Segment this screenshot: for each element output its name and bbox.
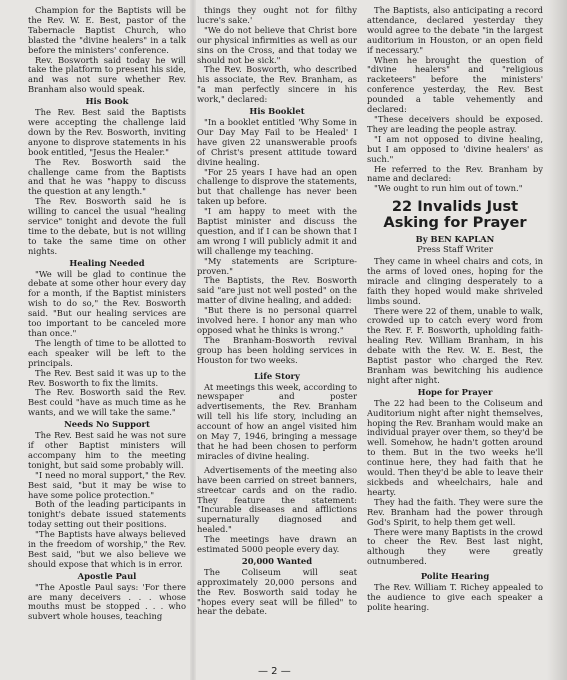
column-right [367, 6, 543, 613]
paragraph: "My statements are Scripture-proven." [197, 255, 357, 276]
paragraph: The Rev. Best said it was up to the Rev. Bosworth to fix the limits. [28, 367, 186, 388]
byline-staff: Press Staff Writer [417, 244, 493, 255]
paragraph: "We will be glad to continue the debate at some other hour every day for a month, if the Baptist ministers wish to do so," the Rev. Bosworth said. "But our healing services are too important to be canceled more than once." [28, 268, 186, 338]
page-edge-shadow [547, 0, 567, 680]
byline: By BEN KAPLAN [415, 234, 495, 245]
paragraph: At meetings this week, according to newspaper and poster advertisements, the Rev. Branham will tell his life story, including an account of how an angel visited him on May 7, 1946, bringing a message that he had been chosen to perform miracles of divine healing. [197, 381, 357, 461]
paragraph: The Baptists, also anticipating a record attendance, declared yesterday they would agree to the debate "in the largest auditorium in Houston, or an open field if necessary." [367, 5, 543, 55]
paragraph: He referred to the Rev. Branham by name and declared: [367, 163, 543, 184]
subheading: Healing Needed [69, 257, 145, 268]
paragraph: The Rev. Bosworth said the Rev. Best could "have as much time as he wants, and we will take the same." [28, 387, 186, 418]
subheading: His Book [85, 96, 129, 107]
paragraph: things they ought not for filthy lucre's sake.' [197, 5, 357, 25]
paragraph: The Rev. Best said the Baptists were accepting the challenge laid down by the Rev. Bosworth, inviting anyone to disprove statements in his book entitled, "Jesus the Healer." [28, 107, 186, 157]
paragraph: "In a booklet entitled 'Why Some in Our Day May Fail to be Healed' I have given 22 unanswerable proofs of Christ's present attitude toward divine healing. [197, 116, 357, 167]
paragraph: "For 25 years I have had an open challenge to disprove the statements, but that challenge has never been taken up before. [197, 166, 357, 207]
paragraph: Both of the leading participants in tonight's debate issued statements today setting out their positions. [28, 499, 186, 530]
paragraph: The Coliseum will seat approximately 20,000 persons and the Rev. Bosworth said today he "hopes every seat will be filled" to hear the debate. [197, 566, 357, 617]
paragraph: Rev. Bosworth said today he will take the platform to present his side, and was not sure whether Rev. Branham also would speak. [28, 54, 186, 95]
column-left [28, 6, 186, 622]
paragraph: The Branham-Bosworth revival group has been holding services in Houston for two weeks. [197, 334, 357, 365]
subheading: Needs No Support [64, 419, 150, 430]
subheading: 20,000 Wanted [241, 555, 313, 566]
paragraph: "We ought to run him out of town." [374, 183, 523, 194]
subheading: Hope for Prayer [417, 386, 493, 397]
paragraph: The meetings have drawn an estimated 5000 people every day. [197, 534, 357, 555]
paragraph: "These deceivers should be exposed. They are leading the people astray. [367, 113, 543, 134]
subheading: His Booklet [249, 106, 305, 117]
paragraph: When he brought the question of "divine healers" and "religious racketeers" before the ministers' conference yesterday, the Rev. Best pounded a table vehemently and declared: [367, 54, 543, 115]
paragraph: "The Apostle Paul says: 'For there are many deceivers . . . whose mouths must be stopped . . . who subvert whole houses, teaching [28, 581, 186, 622]
paragraph: "I am happy to meet with the Baptist minister and discuss the question, and if I can be shown that I am wrong I will publicly admit it and will challenge my teaching. [197, 206, 357, 256]
page-fold-shadow [190, 0, 196, 680]
paragraph: There were 22 of them, unable to walk, crowded up to catch every word from the Rev. F. F. Bosworth, upholding faith-healing Rev. William Branham, in his debate with the Rev. W. E. Best, the Baptist pastor who charged the Rev. Branham was bewitching his audience night after night. [367, 305, 543, 385]
paragraph: "But there is no personal quarrel involved here. I honor any man who opposed what he thinks is wrong." [197, 305, 357, 335]
paragraph: The length of time to be allotted to each speaker will be left to the principals. [28, 337, 186, 368]
page-number: — 2 — [258, 666, 291, 677]
paragraph: The Rev. Bosworth, who described his associate, the Rev. Branham, as "a man perfectly sincere in his work," declared: [197, 64, 357, 105]
paragraph: The Baptists, the Rev. Bosworth said "are just not well posted" on the matter of divine healing, and added: [197, 275, 357, 306]
paragraph: "The Baptists have always believed in the freedom of worship," the Rev. Best said, "but we also believe we should expose that which is in error. [28, 529, 186, 569]
paragraph: There were many Baptists in the crowd to cheer the Rev. Best last night, although they were greatly outnumbered. [367, 526, 543, 567]
paragraph: Champion for the Baptists will be the Rev. W. E. Best, pastor of the Tabernacle Baptist Church, who blasted the "divine healers" in a talk before the ministers' conference. [28, 5, 186, 55]
article-headline: 22 Invalids Just Asking for Prayer [383, 198, 527, 231]
paragraph: Advertisements of the meeting also have been carried on street banners, streetcar cards and on the radio. They feature the statement: "Incurable diseases and afflictions supernaturally diagnosed and healed." [197, 464, 357, 535]
paragraph: The Rev. Bosworth said he is willing to cancel the usual "healing service" tonight and devote the full time to the debate, but is not willing to take the same time on other nights. [28, 196, 186, 256]
paragraph: The Rev. William T. Richey appealed to the audience to give each speaker a polite hearing. [367, 582, 543, 612]
column-middle [197, 6, 357, 617]
paragraph: The 22 had been to the Coliseum and Auditorium night after night themselves, hoping the Rev. Branham would make an individual prayer over them, so they'd be well. Somehow, he hadn't gotten around to them. But in the two weeks he'll continue here, they had faith that he would. Then they'd be able to leave their sickbeds and wheelchairs, hale and hearty. [367, 397, 543, 497]
subheading: Polite Hearing [420, 571, 490, 582]
paragraph: They had the faith. They were sure the Rev. Branham had the power through God's Spirit, to help them get well. [367, 496, 543, 527]
subheading: Life Story [254, 370, 300, 381]
paragraph: The Rev. Best said he was not sure if other Baptist ministers will accompany him to the meeting tonight, but said some probably will. [28, 430, 186, 470]
paragraph: "I need no moral support," the Rev. Best said, "but it may be wise to have some police protection." [28, 469, 186, 500]
paragraph: The Rev. Bosworth said the challenge came from the Baptists and that he was "happy to discuss the question at any length." [28, 156, 186, 197]
subheading: Apostle Paul [77, 570, 137, 581]
paragraph: "We do not believe that Christ bore our physical infirmities as well as our sins on the Cross, and that today we should not be sick." [197, 24, 357, 65]
paragraph: They came in wheel chairs and cots, in the arms of loved ones, hoping for the miracle and clinging desperately to a faith they hoped would make shriveled limbs sound. [367, 256, 543, 306]
paragraph: "I am not opposed to divine healing, but I am opposed to 'divine healers' as such." [367, 133, 543, 164]
